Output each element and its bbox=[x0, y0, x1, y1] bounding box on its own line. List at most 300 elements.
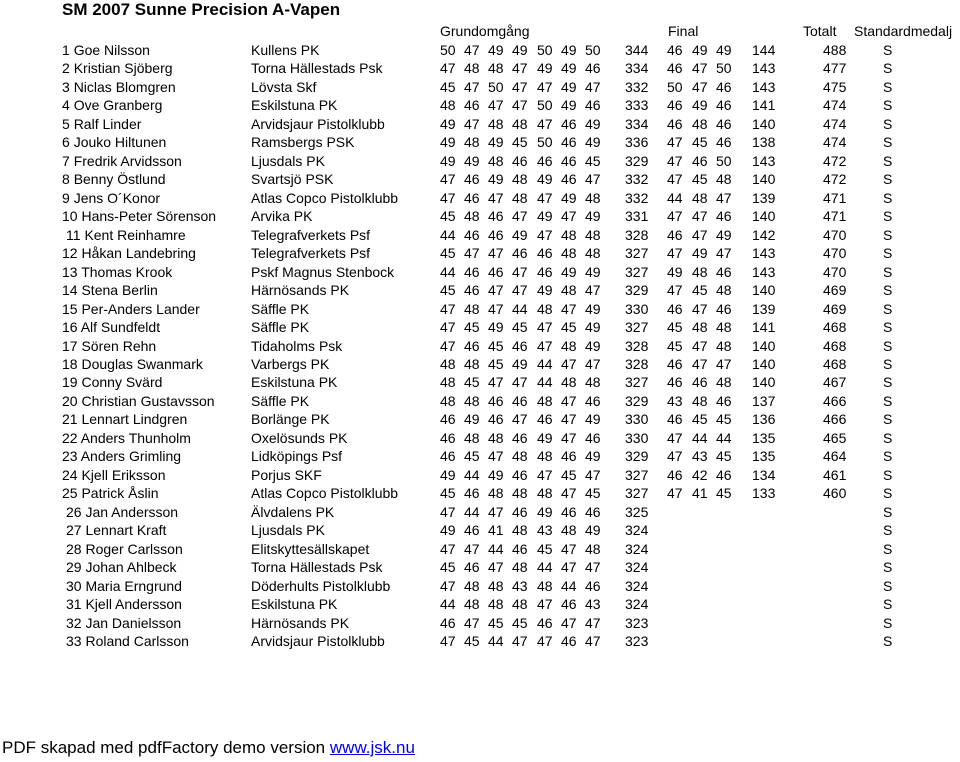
row-series-score: 49 bbox=[561, 42, 577, 58]
table-row bbox=[0, 355, 960, 373]
row-series-score: 48 bbox=[440, 392, 456, 409]
row-series-score: 46 bbox=[440, 429, 456, 446]
table-row bbox=[0, 632, 960, 650]
row-total: 474 bbox=[823, 134, 847, 151]
table-row bbox=[0, 78, 960, 96]
row-series-score: 46 bbox=[537, 245, 553, 262]
row-series-score: 49 bbox=[537, 208, 553, 225]
row-series-score: 47 bbox=[561, 392, 577, 409]
row-total: 469 bbox=[823, 282, 847, 299]
row-series-score: 48 bbox=[488, 115, 504, 132]
row-series-score: 49 bbox=[512, 355, 528, 372]
row-series-score: 46 bbox=[464, 226, 480, 243]
row-series-score: 47 bbox=[561, 429, 577, 446]
row-series-score: 45 bbox=[512, 319, 528, 336]
row-final-sum: 143 bbox=[752, 60, 776, 77]
row-sum: 344 bbox=[625, 42, 649, 58]
row-series-score: 49 bbox=[585, 337, 601, 354]
row-final-score: 47 bbox=[692, 208, 708, 225]
row-final-score: 47 bbox=[667, 282, 683, 299]
row-series-score: 50 bbox=[537, 42, 553, 58]
row-medal: S bbox=[883, 392, 893, 409]
row-club: Arvika PK bbox=[251, 208, 313, 225]
row-medal: S bbox=[883, 97, 893, 114]
row-shooter-name: Roland Carlsson bbox=[85, 633, 189, 649]
row-series-score: 44 bbox=[440, 226, 456, 243]
row-shooter-name: Jan Andersson bbox=[85, 503, 179, 520]
row-shooter-name: Kristian Sjöberg bbox=[73, 60, 173, 77]
row-club: Porjus SKF bbox=[251, 466, 322, 483]
row-series-score: 47 bbox=[488, 559, 504, 576]
row-name bbox=[62, 429, 191, 447]
row-series-score: 45 bbox=[464, 319, 480, 336]
row-place-number: 2 bbox=[62, 60, 70, 77]
row-sum: 332 bbox=[625, 189, 649, 206]
row-total: 472 bbox=[823, 152, 847, 169]
row-medal: S bbox=[883, 577, 893, 594]
row-series-score: 45 bbox=[512, 134, 528, 151]
row-series-score: 45 bbox=[440, 208, 456, 225]
row-place-number: 32 bbox=[66, 614, 82, 631]
row-series-score: 47 bbox=[464, 42, 480, 58]
row-series-score: 44 bbox=[464, 503, 480, 520]
header-totalt: Totalt bbox=[803, 23, 837, 39]
row-name bbox=[66, 226, 186, 244]
row-shooter-name: Conny Svärd bbox=[81, 374, 163, 391]
row-series-score: 50 bbox=[440, 42, 456, 58]
row-series-score: 48 bbox=[464, 300, 480, 317]
row-club: Kullens PK bbox=[251, 42, 320, 58]
row-series-score: 46 bbox=[512, 152, 528, 169]
row-series-score: 47 bbox=[512, 208, 528, 225]
row-series-score: 45 bbox=[440, 78, 456, 95]
row-final-score: 49 bbox=[716, 226, 732, 243]
row-series-score: 46 bbox=[464, 522, 480, 539]
row-place-number: 7 bbox=[62, 152, 70, 169]
row-series-score: 49 bbox=[512, 226, 528, 243]
row-medal: S bbox=[883, 614, 893, 631]
row-place-number: 3 bbox=[62, 78, 70, 95]
row-place-number: 5 bbox=[62, 115, 70, 132]
table-row bbox=[0, 170, 960, 188]
row-club: Älvdalens PK bbox=[251, 503, 335, 520]
row-medal: S bbox=[883, 633, 893, 649]
row-final-sum: 144 bbox=[752, 42, 776, 58]
row-final-sum: 142 bbox=[752, 226, 776, 243]
row-final-score: 50 bbox=[667, 78, 683, 95]
row-sum: 327 bbox=[625, 263, 649, 280]
row-medal: S bbox=[883, 226, 893, 243]
row-series-score: 46 bbox=[537, 263, 553, 280]
row-final-score: 47 bbox=[667, 245, 683, 262]
row-name bbox=[62, 447, 181, 465]
row-series-score: 46 bbox=[561, 633, 577, 649]
row-final-sum: 134 bbox=[752, 466, 776, 483]
row-final-score: 48 bbox=[692, 319, 708, 336]
row-shooter-name: Kjell Andersson bbox=[85, 596, 182, 613]
document-title: SM 2007 Sunne Precision A-Vapen bbox=[62, 0, 341, 19]
row-final-score: 44 bbox=[692, 429, 708, 446]
row-shooter-name: Stena Berlin bbox=[81, 282, 158, 299]
row-final-score: 47 bbox=[692, 337, 708, 354]
row-series-score: 45 bbox=[440, 245, 456, 262]
row-shooter-name: Håkan Landebring bbox=[81, 245, 196, 262]
row-medal: S bbox=[883, 448, 893, 465]
row-shooter-name: Jouko Hiltunen bbox=[73, 134, 167, 151]
row-final-score: 49 bbox=[692, 97, 708, 114]
row-final-score: 49 bbox=[692, 42, 708, 58]
row-series-score: 44 bbox=[440, 263, 456, 280]
row-series-score: 43 bbox=[537, 522, 553, 539]
row-final-score: 47 bbox=[692, 226, 708, 243]
row-series-score: 47 bbox=[440, 503, 456, 520]
row-series-score: 48 bbox=[585, 226, 601, 243]
row-series-score: 46 bbox=[512, 466, 528, 483]
row-place-number: 26 bbox=[66, 503, 82, 520]
footer-link[interactable]: www.jsk.nu bbox=[329, 738, 415, 757]
row-series-score: 47 bbox=[537, 466, 553, 483]
row-series-score: 48 bbox=[512, 189, 528, 206]
table-row bbox=[0, 447, 960, 465]
row-name bbox=[62, 318, 160, 336]
row-medal: S bbox=[883, 355, 893, 372]
row-series-score: 46 bbox=[512, 392, 528, 409]
row-final-score: 44 bbox=[667, 189, 683, 206]
row-name bbox=[62, 484, 159, 502]
row-final-score: 43 bbox=[667, 392, 683, 409]
row-series-score: 46 bbox=[537, 152, 553, 169]
row-final-score: 49 bbox=[667, 263, 683, 280]
row-final-score: 46 bbox=[692, 374, 708, 391]
row-medal: S bbox=[883, 134, 893, 151]
row-series-score: 46 bbox=[561, 171, 577, 188]
row-name bbox=[62, 96, 162, 114]
row-series-score: 48 bbox=[561, 282, 577, 299]
row-name bbox=[62, 392, 215, 410]
row-final-sum: 140 bbox=[752, 355, 776, 372]
row-total: 465 bbox=[823, 429, 847, 446]
row-medal: S bbox=[883, 60, 893, 77]
row-medal: S bbox=[883, 245, 893, 262]
row-series-score: 45 bbox=[537, 540, 553, 557]
row-shooter-name: Patrick Åslin bbox=[81, 485, 159, 502]
row-series-score: 49 bbox=[512, 42, 528, 58]
row-final-score: 45 bbox=[716, 411, 732, 428]
row-series-score: 48 bbox=[512, 171, 528, 188]
row-name bbox=[62, 41, 150, 59]
row-series-score: 46 bbox=[488, 263, 504, 280]
row-series-score: 50 bbox=[537, 134, 553, 151]
row-series-score: 44 bbox=[537, 559, 553, 576]
table-row bbox=[0, 540, 960, 558]
row-name bbox=[62, 337, 156, 355]
row-sum: 333 bbox=[625, 97, 649, 114]
row-series-score: 47 bbox=[464, 614, 480, 631]
row-series-score: 48 bbox=[488, 429, 504, 446]
row-series-score: 48 bbox=[440, 97, 456, 114]
table-row bbox=[0, 300, 960, 318]
row-place-number: 23 bbox=[62, 448, 78, 465]
row-shooter-name: Goe Nilsson bbox=[73, 42, 150, 58]
row-series-score: 46 bbox=[561, 503, 577, 520]
row-sum: 324 bbox=[625, 522, 649, 539]
row-place-number: 21 bbox=[62, 411, 78, 428]
row-club: Ramsbergs PSK bbox=[251, 134, 355, 151]
row-final-score: 45 bbox=[667, 337, 683, 354]
results-table bbox=[0, 41, 960, 650]
row-medal: S bbox=[883, 374, 893, 391]
table-row bbox=[0, 392, 960, 410]
row-total: 468 bbox=[823, 337, 847, 354]
row-total: 474 bbox=[823, 115, 847, 132]
table-row bbox=[0, 595, 960, 613]
row-sum: 330 bbox=[625, 411, 649, 428]
row-series-score: 48 bbox=[561, 522, 577, 539]
row-total: 470 bbox=[823, 245, 847, 262]
row-series-score: 47 bbox=[585, 614, 601, 631]
row-series-score: 47 bbox=[585, 633, 601, 649]
row-shooter-name: Christian Gustavsson bbox=[81, 392, 215, 409]
row-final-score: 45 bbox=[692, 411, 708, 428]
row-final-score: 48 bbox=[716, 374, 732, 391]
row-sum: 336 bbox=[625, 134, 649, 151]
row-series-score: 47 bbox=[464, 245, 480, 262]
row-medal: S bbox=[883, 319, 893, 336]
row-sum: 327 bbox=[625, 319, 649, 336]
row-club: Svartsjö PSK bbox=[251, 171, 334, 188]
row-sum: 329 bbox=[625, 448, 649, 465]
row-series-score: 45 bbox=[464, 374, 480, 391]
row-series-score: 48 bbox=[537, 300, 553, 317]
row-name bbox=[66, 521, 166, 539]
row-sum: 327 bbox=[625, 485, 649, 502]
row-shooter-name: Kjell Eriksson bbox=[81, 466, 166, 483]
row-series-score: 45 bbox=[512, 614, 528, 631]
row-club: Lövsta Skf bbox=[251, 78, 317, 95]
row-final-score: 47 bbox=[667, 429, 683, 446]
table-row bbox=[0, 263, 960, 281]
row-series-score: 47 bbox=[561, 411, 577, 428]
row-shooter-name: Anders Grimling bbox=[80, 448, 182, 465]
row-series-score: 49 bbox=[488, 134, 504, 151]
row-series-score: 47 bbox=[488, 300, 504, 317]
row-series-score: 49 bbox=[537, 503, 553, 520]
row-place-number: 14 bbox=[62, 282, 78, 299]
row-series-score: 46 bbox=[512, 337, 528, 354]
row-name bbox=[62, 466, 166, 484]
header-standardmedalj: Standardmedalj bbox=[854, 23, 953, 39]
row-series-score: 47 bbox=[512, 78, 528, 95]
row-series-score: 49 bbox=[440, 115, 456, 132]
row-series-score: 48 bbox=[512, 448, 528, 465]
row-series-score: 49 bbox=[488, 319, 504, 336]
row-final-score: 47 bbox=[692, 78, 708, 95]
row-series-score: 49 bbox=[561, 78, 577, 95]
row-series-score: 48 bbox=[561, 245, 577, 262]
row-series-score: 45 bbox=[440, 559, 456, 576]
row-series-score: 43 bbox=[512, 577, 528, 594]
row-final-score: 46 bbox=[716, 208, 732, 225]
row-series-score: 47 bbox=[585, 466, 601, 483]
row-series-score: 47 bbox=[537, 596, 553, 613]
row-series-score: 47 bbox=[537, 337, 553, 354]
row-final-score: 48 bbox=[716, 319, 732, 336]
row-series-score: 46 bbox=[585, 97, 601, 114]
row-series-score: 49 bbox=[537, 60, 553, 77]
row-sum: 328 bbox=[625, 355, 649, 372]
table-row bbox=[0, 115, 960, 133]
row-series-score: 47 bbox=[537, 189, 553, 206]
row-series-score: 46 bbox=[512, 540, 528, 557]
row-total: 461 bbox=[823, 466, 847, 483]
row-medal: S bbox=[883, 300, 893, 317]
row-series-score: 47 bbox=[561, 614, 577, 631]
row-shooter-name: Johan Ahlbeck bbox=[85, 559, 177, 576]
row-name bbox=[62, 152, 182, 170]
row-sum: 329 bbox=[625, 152, 649, 169]
row-sum: 327 bbox=[625, 374, 649, 391]
row-total: 470 bbox=[823, 263, 847, 280]
row-medal: S bbox=[883, 337, 893, 354]
row-place-number: 13 bbox=[62, 263, 78, 280]
table-row bbox=[0, 410, 960, 428]
row-series-score: 48 bbox=[561, 226, 577, 243]
row-sum: 325 bbox=[625, 503, 649, 520]
row-series-score: 49 bbox=[537, 171, 553, 188]
row-final-score: 47 bbox=[692, 60, 708, 77]
row-series-score: 47 bbox=[512, 263, 528, 280]
row-final-sum: 140 bbox=[752, 282, 776, 299]
row-shooter-name: Kent Reinhamre bbox=[84, 226, 186, 243]
row-place-number: 20 bbox=[62, 392, 78, 409]
row-series-score: 46 bbox=[561, 448, 577, 465]
row-club: Torna Hällestads Psk bbox=[251, 60, 383, 77]
table-row bbox=[0, 281, 960, 299]
row-club: Pskf Magnus Stenbock bbox=[251, 263, 395, 280]
table-row bbox=[0, 226, 960, 244]
row-series-score: 48 bbox=[537, 577, 553, 594]
row-place-number: 11 bbox=[66, 226, 81, 243]
row-club: Eskilstuna PK bbox=[251, 97, 338, 114]
row-series-score: 49 bbox=[440, 152, 456, 169]
row-series-score: 46 bbox=[464, 189, 480, 206]
row-final-score: 46 bbox=[667, 300, 683, 317]
row-series-score: 46 bbox=[585, 392, 601, 409]
row-total: 470 bbox=[823, 226, 847, 243]
row-series-score: 46 bbox=[488, 208, 504, 225]
row-series-score: 47 bbox=[585, 78, 601, 95]
row-name bbox=[62, 263, 172, 281]
row-series-score: 47 bbox=[464, 78, 480, 95]
row-series-score: 47 bbox=[440, 577, 456, 594]
row-final-score: 46 bbox=[692, 152, 708, 169]
row-series-score: 47 bbox=[537, 633, 553, 649]
row-name bbox=[66, 540, 183, 558]
row-final-score: 45 bbox=[692, 282, 708, 299]
row-series-score: 46 bbox=[464, 559, 480, 576]
row-final-sum: 139 bbox=[752, 189, 776, 206]
row-series-score: 49 bbox=[585, 115, 601, 132]
row-sum: 324 bbox=[625, 540, 649, 557]
row-sum: 334 bbox=[625, 60, 649, 77]
row-series-score: 46 bbox=[512, 503, 528, 520]
row-final-score: 48 bbox=[692, 392, 708, 409]
row-series-score: 47 bbox=[440, 60, 456, 77]
row-total: 488 bbox=[823, 42, 847, 58]
row-place-number: 10 bbox=[62, 208, 78, 225]
row-final-sum: 138 bbox=[752, 134, 776, 151]
row-series-score: 48 bbox=[585, 374, 601, 391]
row-final-score: 45 bbox=[667, 319, 683, 336]
row-series-score: 47 bbox=[512, 282, 528, 299]
row-series-score: 47 bbox=[537, 226, 553, 243]
row-name bbox=[62, 115, 141, 133]
row-shooter-name: Ove Granberg bbox=[73, 97, 163, 114]
row-name bbox=[66, 503, 178, 521]
row-final-score: 50 bbox=[716, 152, 732, 169]
row-sum: 323 bbox=[625, 614, 649, 631]
row-series-score: 46 bbox=[488, 392, 504, 409]
row-place-number: 29 bbox=[66, 559, 82, 576]
row-club: Arvidsjaur Pistolklubb bbox=[251, 115, 385, 132]
row-club: Borlänge PK bbox=[251, 411, 330, 428]
row-final-sum: 143 bbox=[752, 78, 776, 95]
row-series-score: 44 bbox=[440, 596, 456, 613]
table-row bbox=[0, 207, 960, 225]
row-club: Tidaholms Psk bbox=[251, 337, 343, 354]
row-series-score: 47 bbox=[488, 282, 504, 299]
row-place-number: 9 bbox=[62, 189, 70, 206]
row-place-number: 17 bbox=[62, 337, 78, 354]
row-final-score: 46 bbox=[667, 466, 683, 483]
row-series-score: 47 bbox=[464, 115, 480, 132]
row-series-score: 47 bbox=[512, 374, 528, 391]
row-total: 460 bbox=[823, 485, 847, 502]
row-place-number: 12 bbox=[62, 245, 78, 262]
row-series-score: 44 bbox=[561, 577, 577, 594]
row-club: Härnösands PK bbox=[251, 614, 350, 631]
row-series-score: 46 bbox=[585, 60, 601, 77]
row-medal: S bbox=[883, 466, 893, 483]
row-shooter-name: Benny Östlund bbox=[73, 171, 166, 188]
row-final-score: 44 bbox=[716, 429, 732, 446]
table-row bbox=[0, 318, 960, 336]
row-series-score: 48 bbox=[537, 392, 553, 409]
row-name bbox=[66, 558, 177, 576]
row-final-score: 46 bbox=[667, 411, 683, 428]
row-final-score: 46 bbox=[716, 263, 732, 280]
row-final-sum: 143 bbox=[752, 245, 776, 262]
row-series-score: 45 bbox=[488, 355, 504, 372]
row-name bbox=[62, 189, 160, 207]
row-series-score: 48 bbox=[464, 208, 480, 225]
row-series-score: 48 bbox=[440, 374, 456, 391]
row-series-score: 49 bbox=[585, 319, 601, 336]
row-series-score: 46 bbox=[537, 411, 553, 428]
row-series-score: 48 bbox=[464, 392, 480, 409]
table-row bbox=[0, 133, 960, 151]
row-series-score: 49 bbox=[585, 300, 601, 317]
row-series-score: 48 bbox=[488, 60, 504, 77]
row-series-score: 46 bbox=[440, 614, 456, 631]
row-series-score: 48 bbox=[488, 152, 504, 169]
row-final-sum: 133 bbox=[752, 485, 776, 502]
row-series-score: 47 bbox=[585, 559, 601, 576]
row-series-score: 49 bbox=[537, 429, 553, 446]
row-place-number: 18 bbox=[62, 355, 78, 372]
row-series-score: 46 bbox=[585, 429, 601, 446]
row-series-score: 49 bbox=[585, 448, 601, 465]
